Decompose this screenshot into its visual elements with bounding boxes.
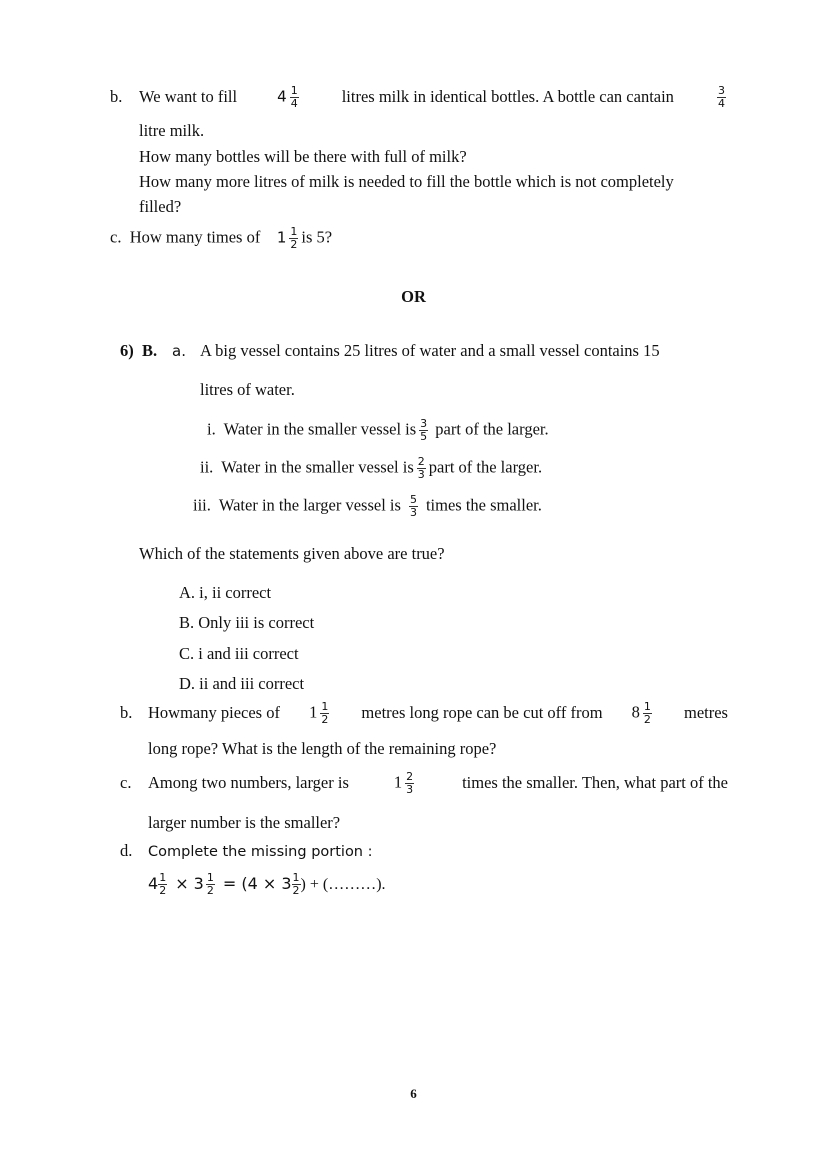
q5b-line2: litre milk.	[139, 121, 205, 140]
option-d: D. ii and iii correct	[179, 674, 305, 693]
q6b-line2: long rope? What is the length of the remaining rope?	[148, 739, 497, 758]
q5b-line3: How many bottles will be there with full of milk?	[139, 147, 467, 166]
statement-ii: ii. Water in the smaller vessel is $\frac{2}{3}$ part of the larger.	[200, 455, 543, 481]
q6c-line1: Among two numbers, larger is 1 $\frac{2}{3}$ times the smaller. Then, what part of the	[148, 769, 728, 796]
page-number: 6	[410, 1086, 417, 1101]
q6a-line1: A big vessel contains 25 litres of water and a small vessel contains 15	[200, 341, 660, 360]
text: litres milk in identical bottles. A bottle can cantain	[341, 87, 674, 106]
q5b-line4: How many more litres of milk is needed to fill the bottle which is not completely	[139, 172, 674, 191]
or-divider: OR	[401, 287, 426, 306]
mixed-number: 4 $\frac{1}{4}$	[277, 83, 298, 110]
option-c: C. i and iii correct	[179, 644, 299, 663]
q6b-label: b.	[120, 703, 133, 722]
q6a-question: Which of the statements given above are true?	[139, 544, 445, 563]
q6c-label: c.	[120, 773, 132, 792]
q6d-label: d.	[120, 841, 133, 860]
q5b-line5: filled?	[139, 197, 182, 216]
statement-iii: iii. Water in the larger vessel is $\frac{5}{3}$ times the smaller.	[193, 493, 542, 519]
q5b-label: b.	[110, 87, 123, 106]
q6c-line2: larger number is the smaller?	[148, 813, 341, 832]
option-a: A. i, ii correct	[179, 583, 272, 602]
q6b-line1: Howmany pieces of 1 $\frac{1}{2}$ metres long rope can be cut off from 8 $\frac{1}{2}$ metres	[148, 699, 728, 726]
q6a-label: a.	[172, 342, 186, 360]
q5b-line1	[139, 82, 729, 112]
statement-i: i. Water in the smaller vessel is $\frac{3}{5}$ part of the larger.	[207, 417, 549, 443]
q5c: c. How many times of 1 $\frac{1}{2}$ is 5?	[110, 225, 333, 251]
q6d-formula: 4 $\frac{1}{2}$ × 3 $\frac{1}{2}$ = (4 × 3 $\frac{1}{2}$ ) + (………).	[148, 871, 386, 897]
text: We want to fill	[139, 87, 238, 106]
fraction: 3 4	[717, 83, 725, 110]
option-b: B. Only iii is correct	[179, 613, 315, 632]
q6a-line2: litres of water.	[200, 380, 295, 399]
q6d-line1: Complete the missing portion :	[148, 844, 373, 860]
q6-number: 6) B.	[120, 341, 158, 360]
